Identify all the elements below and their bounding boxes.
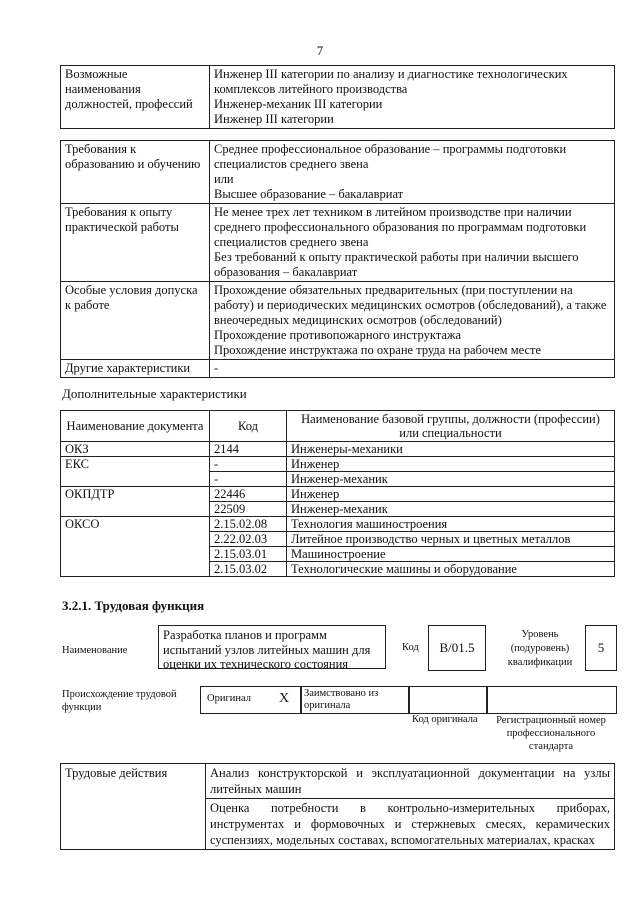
requirement-value (210, 141, 615, 204)
requirement-line: Без требований к опыту практической работы при наличии высшего образования – бакалавриат (214, 250, 579, 279)
doc-cell: ОКСО (61, 517, 210, 577)
original-mark: X (279, 691, 290, 706)
requirement-value (210, 282, 615, 360)
name-cell: Технология машиностроения (287, 517, 615, 532)
name-label: Наименование (62, 645, 128, 656)
position-2: Инженер-механик III категории (214, 97, 383, 111)
origin-label: Происхождение трудовой функции (62, 689, 177, 713)
position-3: Инженер III категории (214, 112, 334, 126)
reg-number-box (486, 686, 617, 714)
code-original-label: Код оригинала (412, 714, 478, 725)
positions-values (210, 66, 615, 129)
code-cell: 2.15.03.01 (210, 547, 287, 562)
code-cell: 2.15.03.02 (210, 562, 287, 577)
code-cell: 2144 (210, 442, 287, 457)
requirement-value: - (210, 360, 615, 378)
requirement-row (61, 360, 615, 378)
name-cell: Инженеры-механики (287, 442, 615, 457)
level-label: Уровень (подуровень) квалификации (507, 629, 573, 668)
name-cell: Инженер-механик (287, 502, 615, 517)
name-cell: Технологические машины и оборудование (287, 562, 615, 577)
requirement-row (61, 204, 615, 282)
code-label: Код (402, 642, 419, 653)
additional-table (60, 410, 615, 577)
original-label: Оригинал (207, 693, 251, 704)
action-item: Оценка потребности в контрольно-измерительных приборах, инструментах и формовочных и стержневых смесях, керамических суспензиях, модельных составах, вспомогательных материалах, красках (206, 799, 615, 850)
positions-label: Возможные наименования должностей, профессий (61, 66, 210, 129)
requirement-label: Другие характеристики (61, 360, 210, 378)
actions-label: Трудовые действия (61, 764, 206, 850)
code-cell: 22446 (210, 487, 287, 502)
header-doc: Наименование документа (61, 411, 210, 442)
code-cell: - (210, 457, 287, 472)
name-cell: Литейное производство черных и цветных металлов (287, 532, 615, 547)
code-cell: 2.22.02.03 (210, 532, 287, 547)
function-title: 3.2.1. Трудовая функция (62, 598, 205, 613)
positions-table (60, 65, 615, 129)
reg-number-label: Регистрационный номер профессионального стандарта (496, 715, 606, 752)
header-name: Наименование базовой группы, должности (профессии) или специальности (287, 411, 615, 442)
code-cell: 22509 (210, 502, 287, 517)
name-cell: Инженер-механик (287, 472, 615, 487)
code-cell: 2.15.02.08 (210, 517, 287, 532)
borrowed-label: Заимствовано из оригинала (304, 688, 379, 711)
requirements-table (60, 140, 615, 378)
actions-table (60, 763, 615, 850)
code-original-box (408, 686, 488, 714)
requirement-line: или (214, 172, 234, 186)
requirement-label: Требования к образованию и обучению (61, 141, 210, 204)
doc-cell: ОКЗ (61, 442, 210, 457)
level-value: 5 (585, 625, 617, 671)
original-box (200, 686, 302, 714)
position-1: Инженер III категории по анализу и диагностике технологических комплексов литейного производства (214, 67, 568, 96)
requirement-line: Среднее профессиональное образование – программы подготовки специалистов среднего звена (214, 142, 567, 171)
name-cell: Машиностроение (287, 547, 615, 562)
header-code: Код (210, 411, 287, 442)
table-row (61, 457, 615, 472)
name-cell: Инженер (287, 487, 615, 502)
requirement-row (61, 282, 615, 360)
header-row (61, 411, 615, 442)
doc-cell: ЕКС (61, 457, 210, 487)
doc-cell: ОКПДТР (61, 487, 210, 517)
requirement-line: Прохождение обязательных предварительных (при поступлении на работу) и периодических медицинских осмотров (обследований), а также внеочередных медицинских осмотров (обследований) (214, 283, 607, 327)
page-number: 7 (316, 43, 324, 58)
name-cell: Инженер (287, 457, 615, 472)
requirement-line: Не менее трех лет техником в литейном производстве при наличии среднего профессионального образования по программам подготовки специалистов среднего звена (214, 205, 587, 249)
function-name-value: Разработка планов и программ испытаний узлов литейных машин для оценки их технического состояния (158, 625, 386, 669)
requirement-row (61, 141, 615, 204)
requirement-label: Требования к опыту практической работы (61, 204, 210, 282)
table-row (61, 517, 615, 532)
requirement-label: Особые условия допуска к работе (61, 282, 210, 360)
borrowed-box (300, 686, 410, 714)
action-item: Анализ конструкторской и эксплуатационной документации на узлы литейных машин (206, 764, 615, 799)
requirement-line: Высшее образование – бакалавриат (214, 187, 404, 201)
requirement-line: Прохождение инструктажа по охране труда на рабочем месте (214, 343, 542, 357)
additional-title: Дополнительные характеристики (62, 386, 247, 401)
table-row (61, 487, 615, 502)
requirement-line: Прохождение противопожарного инструктажа (214, 328, 462, 342)
table-row (61, 442, 615, 457)
function-code-value: B/01.5 (428, 625, 486, 671)
requirement-value (210, 204, 615, 282)
code-cell: - (210, 472, 287, 487)
